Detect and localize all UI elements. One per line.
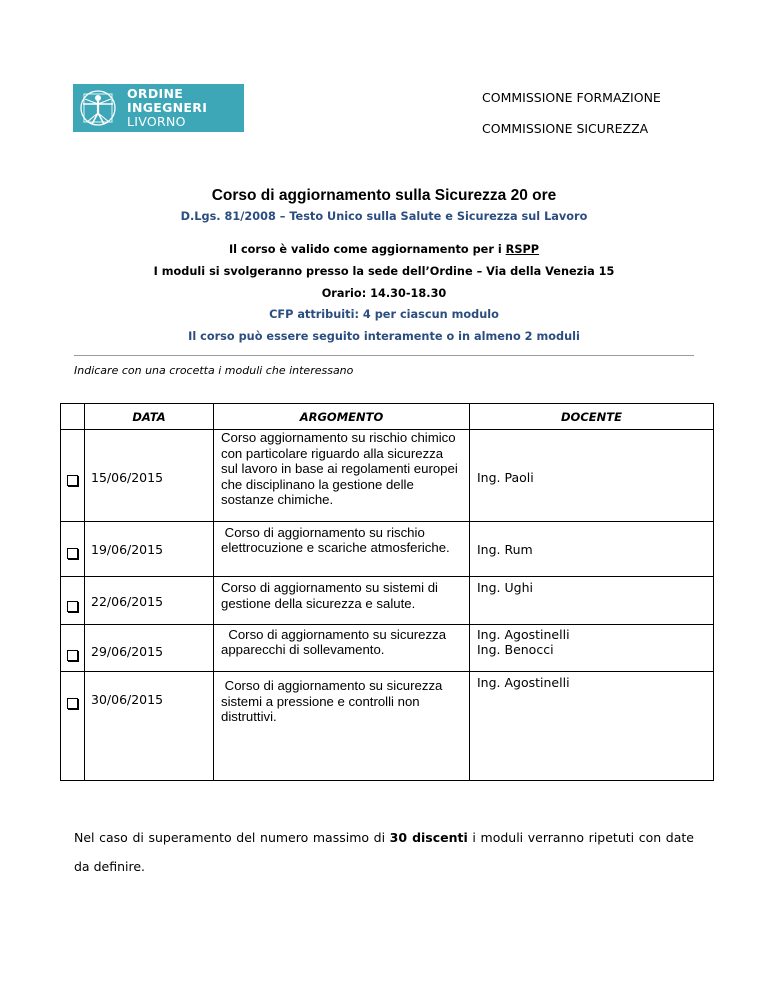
instruction-text: Indicare con una crocetta i moduli che interessano xyxy=(74,364,354,377)
commission-formazione: COMMISSIONE FORMAZIONE xyxy=(482,90,661,105)
table-row xyxy=(61,624,714,671)
module-teacher: Ing. Agostinelli xyxy=(477,675,570,691)
modules-table xyxy=(60,403,714,781)
logo-text xyxy=(127,87,207,129)
date-cell xyxy=(85,672,214,781)
header-checkbox-column xyxy=(61,404,85,430)
divider xyxy=(74,355,694,356)
course-attendance: Il corso può essere seguito interamente o in almeno 2 moduli xyxy=(188,330,580,343)
table-row xyxy=(61,430,714,522)
date-cell xyxy=(85,577,214,624)
module-teacher: Ing. Ughi xyxy=(477,580,533,596)
vitruvian-man-icon xyxy=(73,84,123,132)
date-cell xyxy=(85,430,214,522)
module-checkbox[interactable] xyxy=(67,698,78,709)
module-date: 15/06/2015 xyxy=(91,470,164,486)
logo-line-ordine: ORDINE xyxy=(127,86,184,101)
date-cell xyxy=(85,624,214,671)
course-subtitle: D.Lgs. 81/2008 – Testo Unico sulla Salute e Sicurezza sul Lavoro xyxy=(180,210,588,223)
module-checkbox[interactable] xyxy=(67,475,78,486)
teacher-cell xyxy=(470,577,714,624)
module-checkbox[interactable] xyxy=(67,650,78,661)
course-location: I moduli si svolgeranno presso la sede dell’Ordine – Via della Venezia 15 xyxy=(153,265,615,278)
topic-cell xyxy=(214,624,470,671)
module-topic: Corso aggiornamento su rischio chimico con particolare riguardo alla sicurezza sul lavoro in base ai regolamenti europei che disciplinano la gestione delle sostanze chimiche. xyxy=(221,430,458,508)
header-teacher: DOCENTE xyxy=(470,404,714,430)
checkbox-cell xyxy=(61,521,85,576)
topic-cell xyxy=(214,521,470,576)
module-teacher: Ing. Rum xyxy=(477,541,533,557)
validity-role: RSPP xyxy=(505,243,540,256)
ordine-ingegneri-logo xyxy=(73,84,244,132)
header-date: DATA xyxy=(85,404,214,430)
table-row xyxy=(61,672,714,781)
footer-note xyxy=(74,823,694,881)
module-teacher-2: Ing. Benocci xyxy=(477,641,554,657)
topic-cell xyxy=(214,430,470,522)
commission-sicurezza: COMMISSIONE SICUREZZA xyxy=(482,121,649,136)
course-title: Corso di aggiornamento sulla Sicurezza 20 ore xyxy=(211,187,557,204)
date-cell xyxy=(85,521,214,576)
module-topic: Corso di aggiornamento su sicurezza sistemi a pressione e controlli non distruttivi. xyxy=(221,678,447,725)
module-topic: Corso di aggiornamento su rischio elettrocuzione e scariche atmosferiche. xyxy=(221,524,450,556)
header-topic: ARGOMENTO xyxy=(214,404,470,430)
checkbox-cell xyxy=(61,577,85,624)
footer-max-participants: 30 discenti xyxy=(389,830,468,845)
teacher-cell xyxy=(470,430,714,522)
table-row xyxy=(61,577,714,624)
module-date: 22/06/2015 xyxy=(91,594,164,610)
module-date: 19/06/2015 xyxy=(91,541,164,557)
module-checkbox[interactable] xyxy=(67,548,78,559)
footer-text-after: i moduli verranno ripetuti con date da definire. xyxy=(74,830,694,874)
footer-text-before: Nel caso di superamento del numero massimo di xyxy=(74,830,390,845)
course-validity xyxy=(0,243,768,256)
module-date: 30/06/2015 xyxy=(91,692,164,708)
table-header-row xyxy=(61,404,714,430)
module-topic: Corso di aggiornamento su sistemi di gestione della sicurezza e salute. xyxy=(221,580,438,611)
checkbox-cell xyxy=(61,672,85,781)
module-checkbox[interactable] xyxy=(67,601,78,612)
teacher-cell xyxy=(470,672,714,781)
topic-cell xyxy=(214,577,470,624)
logo-line-livorno: LIVORNO xyxy=(127,114,186,129)
module-teacher: Ing. Paoli xyxy=(477,470,534,486)
course-schedule: Orario: 14.30-18.30 xyxy=(321,287,447,300)
checkbox-cell xyxy=(61,624,85,671)
teacher-cell xyxy=(470,521,714,576)
module-topic: Corso di aggiornamento su sicurezza apparecchi di sollevamento. xyxy=(221,626,450,658)
module-date: 29/06/2015 xyxy=(91,643,164,659)
module-teacher: Ing. Agostinelli xyxy=(477,626,570,642)
teacher-cell xyxy=(470,624,714,671)
table-row xyxy=(61,521,714,576)
topic-cell xyxy=(214,672,470,781)
course-cfp: CFP attribuiti: 4 per ciascun modulo xyxy=(269,308,499,321)
logo-line-ingegneri: INGEGNERI xyxy=(127,100,208,115)
validity-text: Il corso è valido come aggiornamento per i xyxy=(228,243,506,256)
checkbox-cell xyxy=(61,430,85,522)
